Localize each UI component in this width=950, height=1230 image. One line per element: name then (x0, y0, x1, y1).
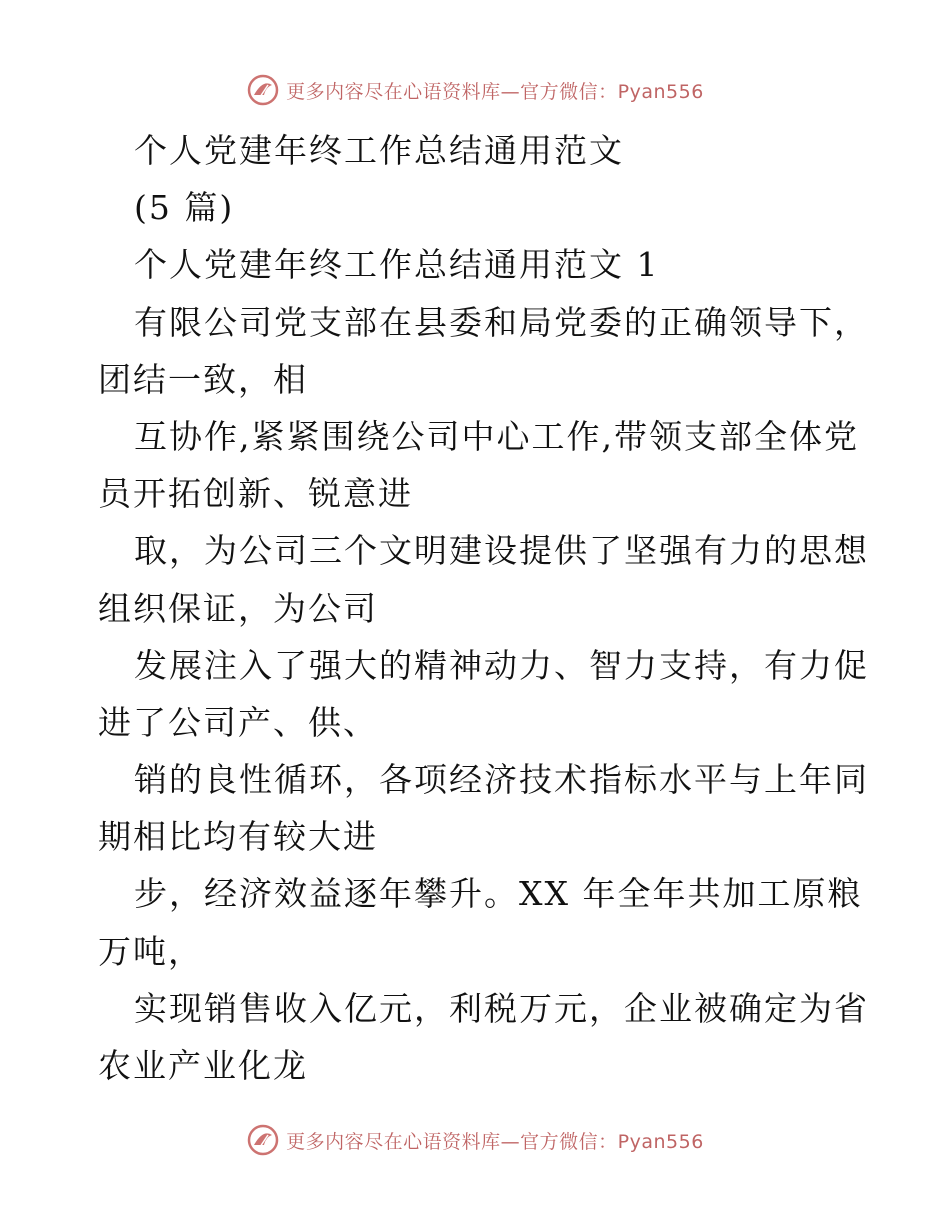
body-line: 互协作,紧紧围绕公司中心工作,带领支部全体党 (134, 416, 859, 456)
body-line: 取，为公司三个文明建设提供了坚强有力的思想 (134, 531, 869, 571)
body-line: 销的良性循环，各项经济技术指标水平与上年同 (134, 760, 869, 800)
body-line: 实现销售收入亿元，利税万元，企业被确定为省 (134, 988, 869, 1028)
body-line: 万吨， (98, 931, 203, 971)
watermark-text: 更多内容尽在心语资料库—官方微信：Pyan556 (286, 1130, 704, 1153)
brand-logo-icon (246, 1123, 280, 1157)
brand-logo-icon (246, 73, 280, 107)
footer-watermark (0, 1118, 950, 1162)
body-line: 有限公司党支部在县委和局党委的正确领导下， (134, 302, 869, 342)
section-heading: 个人党建年终工作总结通用范文 1 (134, 245, 660, 285)
body-line: 进了公司产、供、 (98, 702, 378, 742)
body-line: 组织保证，为公司 (98, 588, 378, 628)
body-line: 发展注入了强大的精神动力、智力支持，有力促 (134, 645, 869, 685)
body-line: 团结一致，相 (98, 359, 308, 399)
document-body (98, 122, 869, 1094)
watermark-text: 更多内容尽在心语资料库—官方微信：Pyan556 (286, 80, 704, 103)
header-watermark (0, 68, 950, 112)
body-line: 员开拓创新、锐意进 (98, 474, 413, 514)
body-line: 步，经济效益逐年攀升。XX 年全年共加工原粮 (134, 874, 863, 914)
document-title: 个人党建年终工作总结通用范文 (134, 131, 624, 170)
body-line: 农业产业化龙 (98, 1046, 308, 1085)
body-line: 期相比均有较大进 (98, 817, 378, 857)
document-subtitle: (5 篇) (134, 188, 235, 228)
